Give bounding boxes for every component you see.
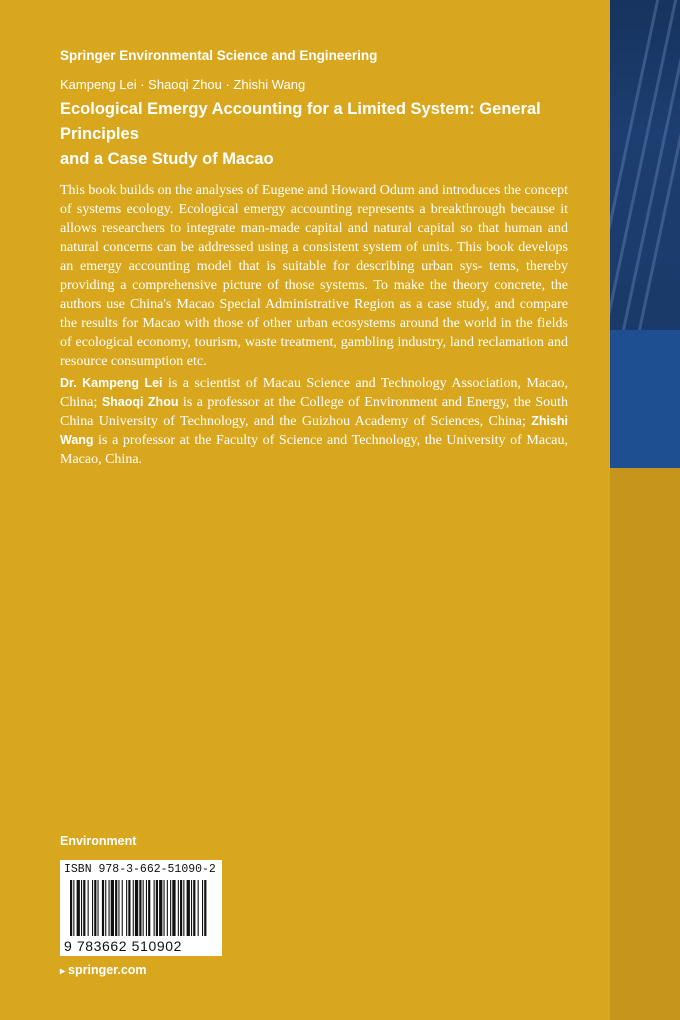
- barcode-bar: [143, 880, 144, 936]
- barcode-bar: [126, 880, 127, 936]
- barcode-bar: [128, 880, 130, 936]
- author-bio-3: is a professor at the Faculty of Science and Technology, the University of Macau, Macao, China.: [60, 433, 568, 467]
- barcode-bar: [111, 880, 114, 936]
- barcode-bar: [81, 880, 82, 936]
- description-text: This book builds on the analyses of Eugene and Howard Odum and introduces the concept of systems ecology. Ecological emergy accounting represents a breakthrough because it allows researchers to integrate man-made capital and natural capital so that human and natural concerns can be addressed using a consistent system of units. This book develops an emergy accounting model that is suitable for describing urban sys- tems, thereby providing a comprehensive picture of those systems. To make the theory concrete, the authors use China's Macao Special Administrative Region as a case study, and compare the results for Macao with those of other urban ecosystems around the world in the fields of ecological economy, tourism, waste treatment, gambling industry, land reclamation and resource consumption etc.: [60, 183, 568, 369]
- barcode-bar: [204, 880, 206, 936]
- barcode-bar: [164, 880, 165, 936]
- publisher-link[interactable]: [60, 963, 147, 977]
- barcode-bar: [159, 880, 162, 936]
- barcode-bar: [148, 880, 150, 936]
- barcode-bar: [70, 880, 72, 936]
- barcode-bar: [88, 880, 89, 936]
- barcode-bar: [122, 880, 123, 936]
- barcode-bar: [73, 880, 74, 936]
- barcode-bar: [202, 880, 203, 936]
- barcode-bar: [156, 880, 158, 936]
- author-name-1: Dr. Kampeng Lei: [60, 376, 163, 390]
- barcode-bar: [135, 880, 138, 936]
- barcode-bar: [139, 880, 141, 936]
- author-name-2: Shaoqi Zhou: [101, 395, 179, 409]
- barcode-bar: [98, 880, 99, 936]
- author-bio-1: is a scientist of Macau Science and Technology Association, Macao, China;: [60, 376, 568, 410]
- spine-gold-band: [610, 468, 680, 1020]
- series-name: Springer Environmental Science and Engineering: [60, 48, 378, 63]
- subject-category: Environment: [60, 834, 137, 848]
- spine-photo-band: [610, 0, 680, 330]
- barcode-bar: [146, 880, 147, 936]
- author-bio-2: is a professor at the College of Environment and Energy, the South China University of Technology, and the Guizhou Academy of Sciences, China;: [60, 395, 568, 429]
- barcode-bar: [154, 880, 155, 936]
- book-description: [60, 181, 568, 371]
- barcode-bar: [198, 880, 199, 936]
- author-name-3: Zhishi Wang: [60, 414, 568, 447]
- barcode-bar: [92, 880, 93, 936]
- spine-strip: [610, 0, 680, 1020]
- barcode-bars: [64, 880, 218, 938]
- isbn-barcode: [60, 860, 222, 956]
- barcode-bar: [133, 880, 134, 936]
- book-title-line-1: Ecological Emergy Accounting for a Limited System: General Principles: [60, 100, 541, 143]
- arrow-right-icon: ▸: [60, 966, 66, 977]
- isbn-number: ISBN 978-3-662-51090-2: [64, 863, 216, 876]
- barcode-bar: [118, 880, 119, 936]
- author-bios: [60, 374, 568, 469]
- publisher-url[interactable]: springer.com: [68, 963, 147, 977]
- barcode-bar: [83, 880, 85, 936]
- barcode-bar: [94, 880, 96, 936]
- barcode-bar: [105, 880, 106, 936]
- book-title-line-2: and a Case Study of Macao: [60, 150, 274, 168]
- book-title: [60, 97, 600, 172]
- barcode-bar: [178, 880, 179, 936]
- author-list: Kampeng Lei · Shaoqi Zhou · Zhishi Wang: [60, 77, 306, 92]
- barcode-bar: [102, 880, 104, 936]
- barcode-bar: [183, 880, 184, 936]
- barcode-bar: [193, 880, 195, 936]
- barcode-bar: [172, 880, 175, 936]
- barcode-bar: [170, 880, 171, 936]
- barcode-bar: [187, 880, 190, 936]
- barcode-bar: [167, 880, 168, 936]
- spine-blue-band: [610, 330, 680, 468]
- ean-digits: 9 783662 510902: [64, 938, 182, 954]
- barcode-bar: [109, 880, 110, 936]
- barcode-bar: [191, 880, 192, 936]
- barcode-bar: [77, 880, 80, 936]
- barcode-bar: [180, 880, 182, 936]
- barcode-bar: [115, 880, 117, 936]
